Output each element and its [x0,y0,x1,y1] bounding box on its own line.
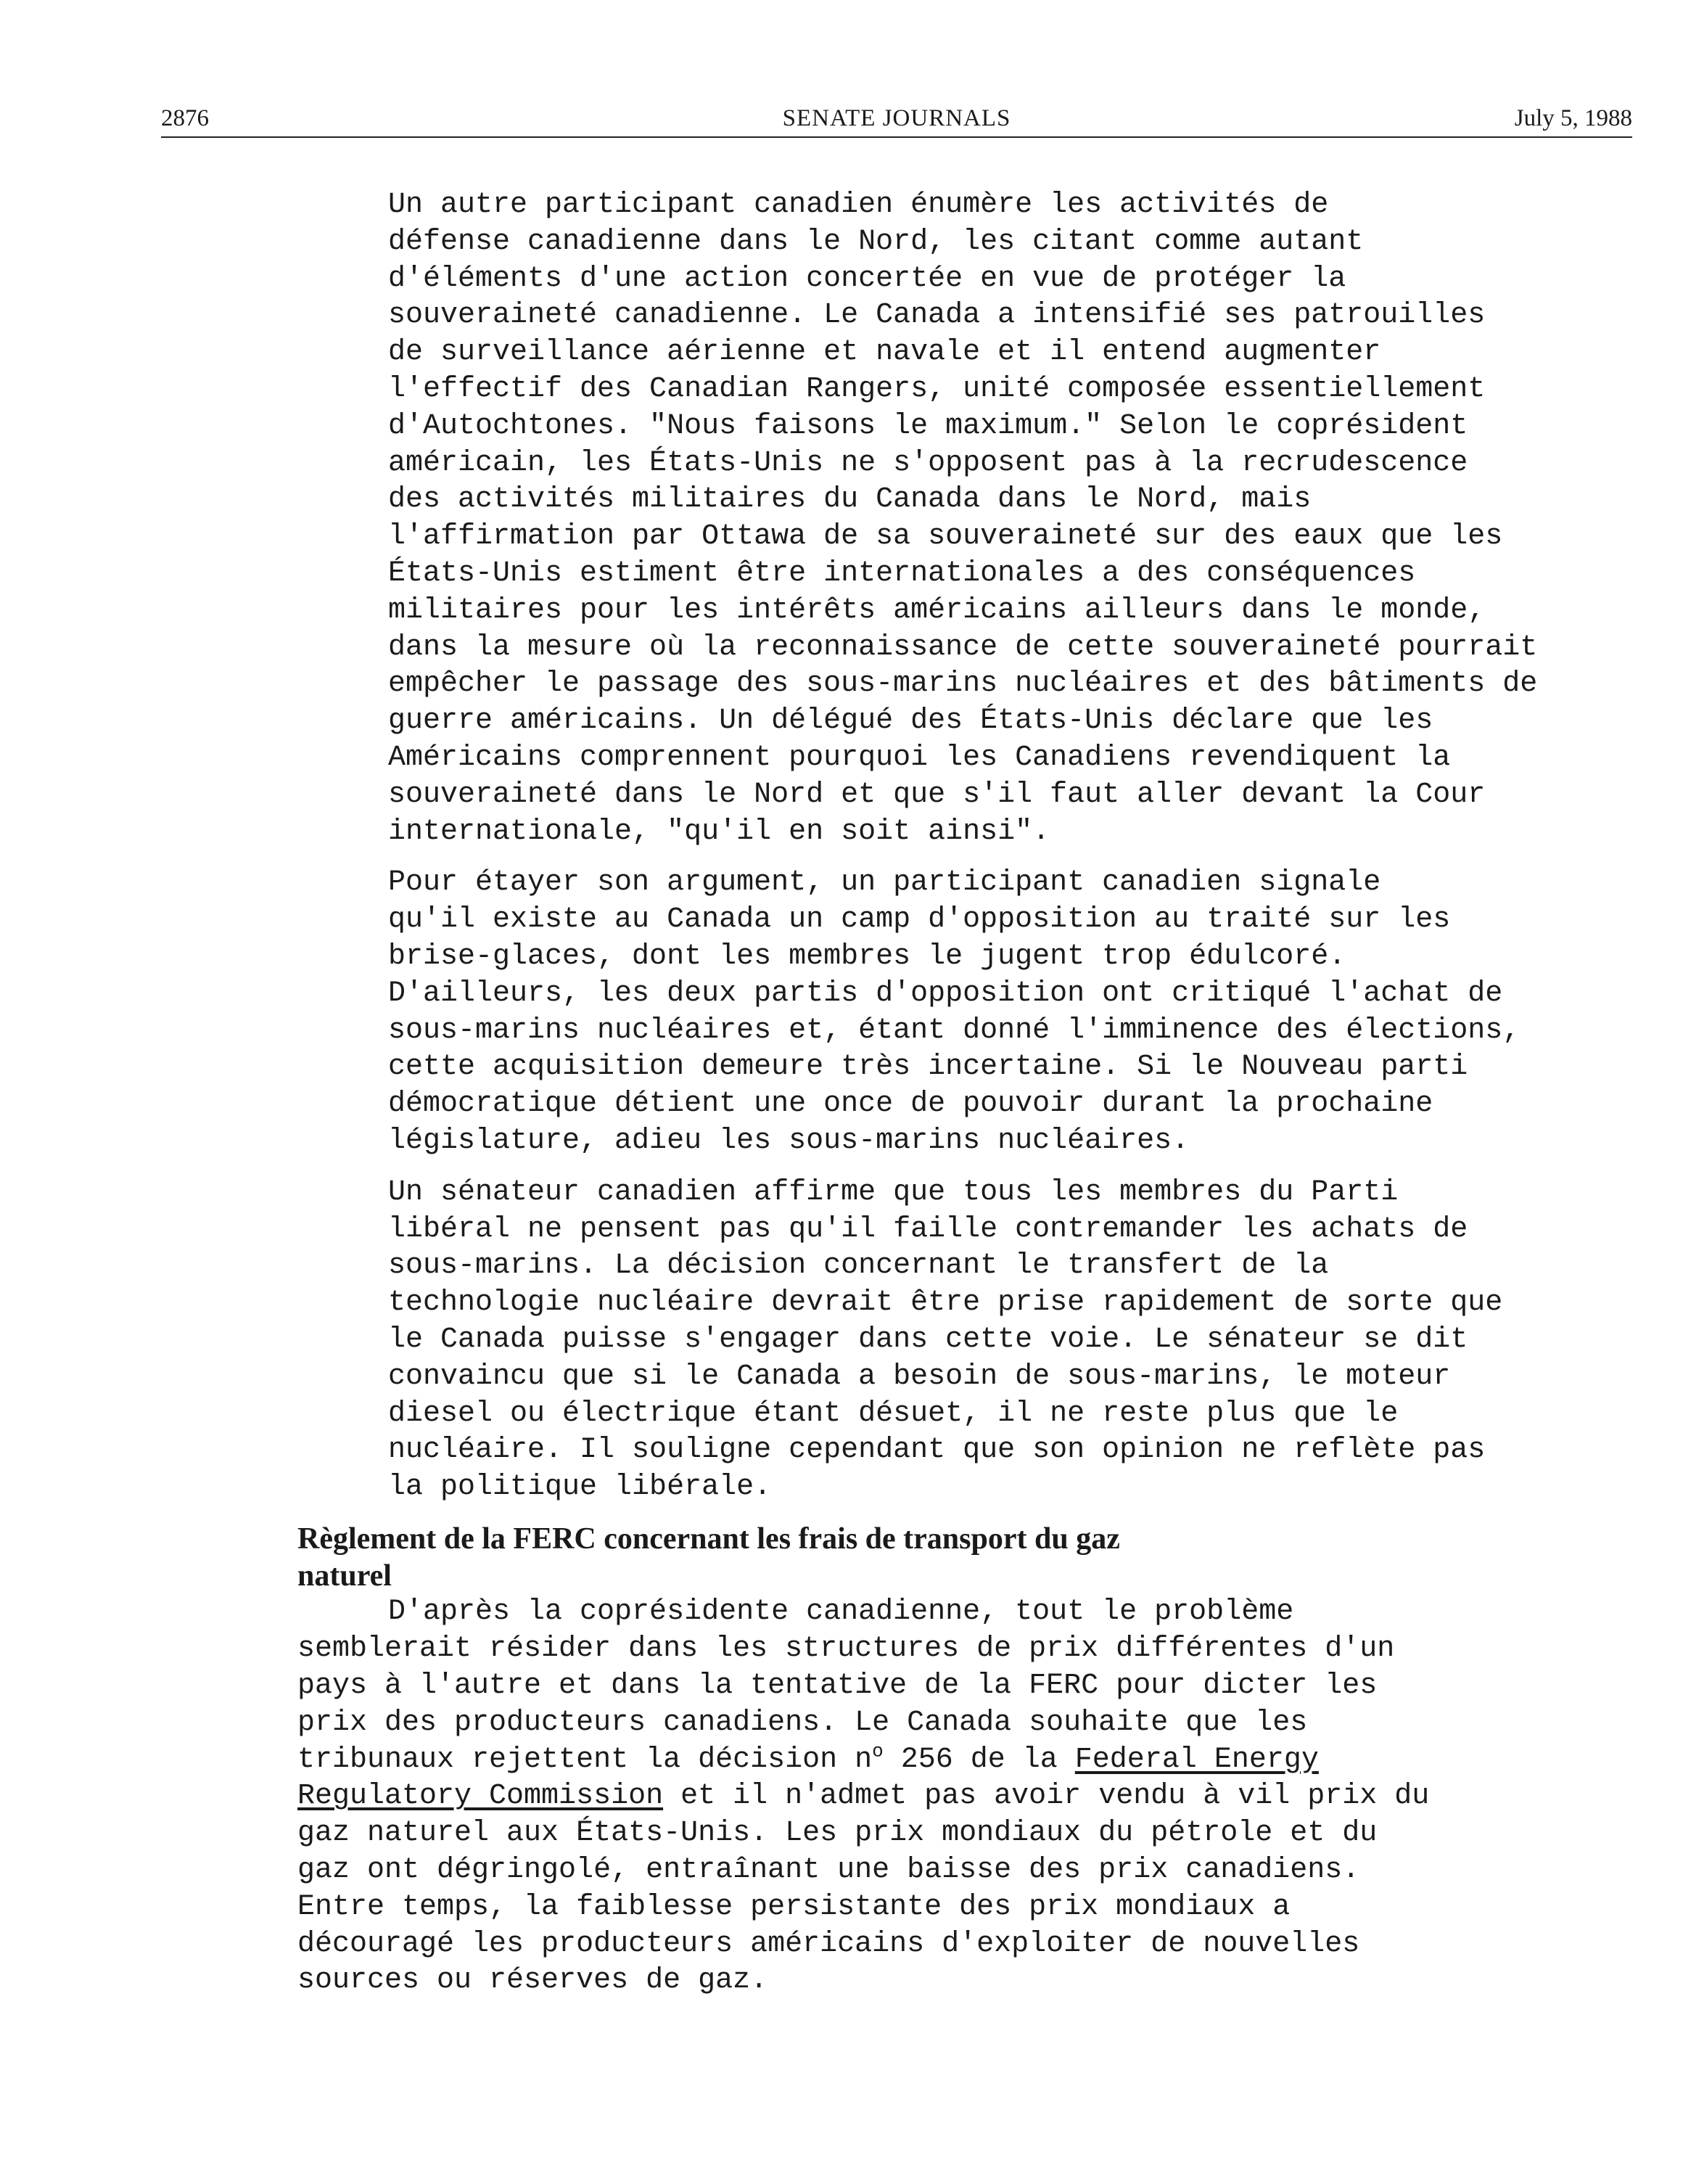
text-line: sources ou réserves de gaz. [297,1964,768,1998]
text-line: législature, adieu les sous-marins nucléaires. [388,1124,1190,1157]
text-line: l'effectif des Canadian Rangers, unité composée essentiellement [388,372,1486,406]
text-line: d'éléments d'une action concertée en vue de protéger la [388,262,1346,295]
text-line: l'affirmation par Ottawa de sa souveraineté sur des eaux que les [388,520,1503,554]
text-line: D'ailleurs, les deux partis d'opposition ont critiqué l'achat de [388,977,1503,1010]
text-line [297,1778,1531,1815]
text-line: sous-marins. La décision concernant le transfert de la [388,1249,1329,1283]
header-date: July 5, 1988 [1514,105,1632,131]
text-line: des activités militaires du Canada dans le Nord, mais [388,483,1312,517]
text-line: Un autre participant canadien énumère les activités de [388,189,1329,221]
underlined-text: Federal Energy [1074,1743,1319,1776]
page-header [161,102,1632,138]
text-line: découragé les producteurs américains d'exploiter de nouvelles [297,1927,1360,1961]
text-line: sous-marins nucléaires et, étant donné l'imminence des élections, [388,1014,1521,1047]
text-line: américain, les États-Unis ne s'opposent pas à la recrudescence [388,446,1468,480]
text-line: dans la mesure où la reconnaissance de cette souveraineté pourrait [388,631,1538,664]
text-line: d'Autochtones. "Nous faisons le maximum." Selon le coprésident [388,409,1468,443]
text-line: convaincu que si le Canada a besoin de sous-marins, le moteur [388,1360,1451,1393]
superscript: o [872,1740,884,1762]
text-line: diesel ou électrique étant désuet, il ne reste plus que le [388,1397,1399,1430]
paragraph [297,1594,1531,2000]
paragraph [297,1175,1531,1506]
text-line: États-Unis estiment être internationales a des conséquences [388,557,1416,590]
underlined-text: Regulatory Commission [297,1780,664,1813]
text-line: pays à l'autre et dans la tentative de la FERC pour dicter les [297,1670,1378,1703]
text-line: cette acquisition demeure très incertaine. Si le Nouveau parti [388,1051,1468,1084]
text-line: gaz ont dégringolé, entraînant une baisse des prix canadiens. [297,1854,1360,1887]
text-line: nucléaire. Il souligne cependant que son opinion ne reflète pas [388,1434,1486,1467]
text-line: technologie nucléaire devrait être prise rapidement de sorte que [388,1286,1503,1320]
text-line: gaz naturel aux États-Unis. Les prix mondiaux du pétrole et du [297,1817,1378,1850]
text-line: internationale, "qu'il en soit ainsi". [388,815,1050,848]
text-line [297,1742,1531,1779]
text-line: militaires pour les intérêts américains ailleurs dans le monde, [388,594,1486,627]
text-line: le Canada puisse s'engager dans cette voie. Le sénateur se dit [388,1323,1468,1356]
heading-line: Règlement de la FERC concernant les frais de transport du gaz [297,1522,1120,1556]
section-heading [297,1521,1531,1595]
text-line: libéral ne pensent pas qu'il faille contremander les achats de [388,1212,1468,1246]
text-line: qu'il existe au Canada un camp d'opposition au traité sur les [388,903,1451,937]
text-line: souveraineté dans le Nord et que s'il faut aller devant la Cour [388,778,1486,811]
text-line: Américains comprennent pourquoi les Canadiens revendiquent la [388,741,1451,774]
text-line: démocratique détient une once de pouvoir durant la prochaine [388,1088,1433,1121]
text-line: D'après la coprésidente canadienne, tout le problème [388,1596,1294,1629]
text-line: empêcher le passage des sous-marins nucléaires et des bâtiments de [388,668,1538,701]
text-line: prix des producteurs canadiens. Le Canada souhaite que les [297,1706,1308,1739]
page-number: 2876 [161,105,209,131]
text-line: défense canadienne dans le Nord, les citant comme autant [388,225,1364,258]
heading-line: naturel [297,1559,392,1593]
text-fragment: et il n'admet pas avoir vendu à vil prix du [663,1780,1430,1813]
text-line: Pour étayer son argument, un participant canadien signale [388,866,1381,900]
text-line: brise-glaces, dont les membres le jugent trop édulcoré. [388,940,1346,973]
document-body [297,187,1538,2000]
text-fragment: tribunaux rejettent la décision n [297,1743,873,1776]
text-fragment: 256 de la [883,1743,1075,1776]
text-line: de surveillance aérienne et navale et il entend augmenter [388,336,1381,369]
paragraph [297,187,1538,850]
text-line: Entre temps, la faiblesse persistante des prix mondiaux a [297,1890,1291,1924]
text-line: souveraineté canadienne. Le Canada a intensifié ses patrouilles [388,299,1486,332]
text-line: semblerait résider dans les structures de prix différentes d'un [297,1633,1395,1666]
journal-title: SENATE JOURNALS [782,105,1011,131]
text-line: guerre américains. Un délégué des États-Unis déclare que les [388,705,1433,738]
text-line: Un sénateur canadien affirme que tous les membres du Parti [388,1175,1399,1209]
text-line: la politique libérale. [388,1471,772,1504]
paragraph [297,865,1531,1159]
